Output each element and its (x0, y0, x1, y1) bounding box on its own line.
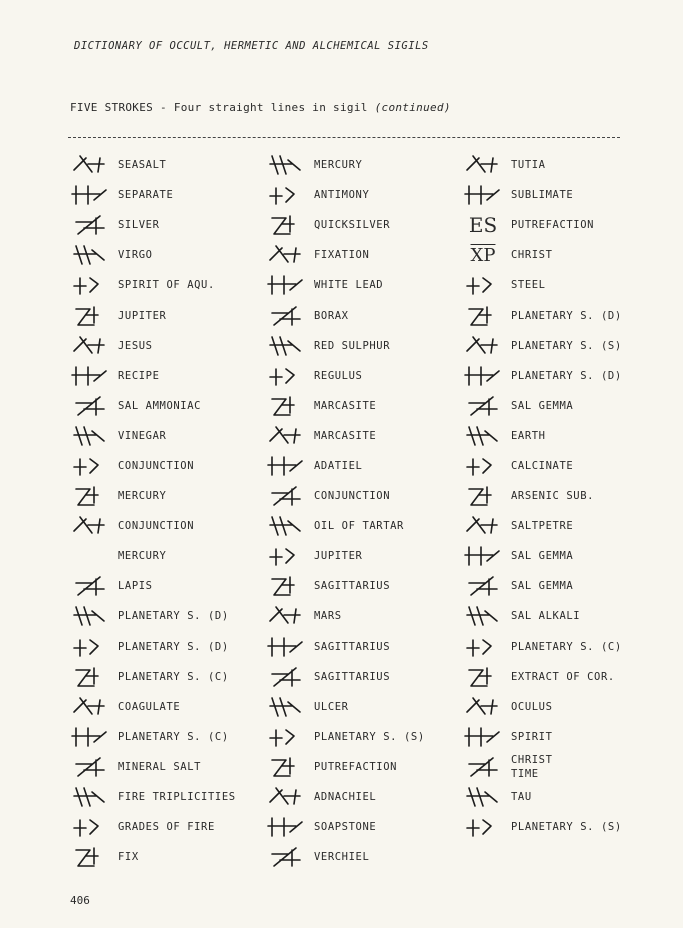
sigil-glyph-icon (62, 362, 118, 390)
sigil-glyph-icon (455, 392, 511, 420)
sigil-entry (455, 421, 655, 451)
sigil-glyph-icon (258, 392, 314, 420)
sigil-entry (62, 180, 262, 210)
sigil-entry (62, 722, 262, 752)
sigil-glyph-icon (258, 602, 314, 630)
sigil-label: GRADES OF FIRE (118, 821, 215, 834)
sigil-label: VINEGAR (118, 429, 167, 442)
sigil-glyph-icon (455, 723, 511, 751)
sigil-entry (62, 481, 262, 511)
sigil-glyph-icon (258, 723, 314, 751)
sigil-label: SAGITTARIUS (314, 580, 391, 593)
sigil-glyph-icon (258, 271, 314, 299)
sigil-entry (258, 240, 458, 270)
sigil-glyph-icon (62, 843, 118, 871)
sigil-label: TUTIA (511, 159, 546, 172)
sigil-entry (455, 541, 655, 571)
sigil-glyph-icon (62, 572, 118, 600)
sigil-label: SAL GEMMA (511, 580, 574, 593)
sigil-glyph-icon (258, 302, 314, 330)
sigil-glyph-icon (62, 512, 118, 540)
sigil-glyph-icon (455, 693, 511, 721)
sigil-entry (62, 300, 262, 330)
sigil-label: SUBLIMATE (511, 189, 574, 202)
sigil-glyph-icon (62, 723, 118, 751)
sigil-label: RECIPE (118, 369, 160, 382)
sigil-glyph-icon (62, 663, 118, 691)
sigil-entry (455, 632, 655, 662)
page-number: 406 (70, 894, 90, 907)
sigil-glyph-icon (258, 151, 314, 179)
sigil-label: PLANETARY S. (C) (118, 670, 229, 683)
sigil-glyph-icon (258, 633, 314, 661)
sigil-label: SALTPETRE (511, 520, 574, 533)
sigil-glyph-icon (455, 151, 511, 179)
sigil-entry (455, 752, 655, 782)
sigil-label: CHRIST TIME (511, 753, 553, 780)
sigil-label: JUPITER (314, 550, 363, 563)
sigil-label: PLANETARY S. (S) (511, 339, 622, 352)
sigil-entry (258, 421, 458, 451)
sigil-glyph-icon (62, 482, 118, 510)
sigil-label: VIRGO (118, 249, 153, 262)
sigil-entry (62, 150, 262, 180)
sigil-glyph-icon (455, 302, 511, 330)
sigil-glyph-icon: $\overline{XP}$ (470, 244, 496, 266)
sigil-entry (258, 541, 458, 571)
sigil-entry (62, 270, 262, 300)
sigil-glyph-icon (455, 813, 511, 841)
sigil-entry (62, 842, 262, 872)
sigil-label: ANTIMONY (314, 189, 370, 202)
sigil-label: PUTREFACTION (314, 760, 398, 773)
sigil-glyph-icon (455, 783, 511, 811)
sigil-glyph-icon (258, 211, 314, 239)
sigil-entry (455, 481, 655, 511)
sigil-glyph-icon (62, 392, 118, 420)
sigil-glyph-icon (62, 211, 118, 239)
sigil-column-3 (455, 150, 655, 842)
sigil-entry (455, 150, 655, 180)
sigil-entry (455, 361, 655, 391)
sigil-glyph-icon (62, 753, 118, 781)
sigil-label: CALCINATE (511, 459, 574, 472)
sigil-entry (455, 180, 655, 210)
sigil-entry (258, 210, 458, 240)
sigil-glyph-icon (258, 482, 314, 510)
sigil-entry (62, 541, 262, 571)
sigil-label: VERCHIEL (314, 851, 370, 864)
sigil-column-1 (62, 150, 262, 872)
sigil-glyph-icon (455, 332, 511, 360)
sigil-glyph-icon (62, 422, 118, 450)
sigil-entry (258, 571, 458, 601)
sigil-glyph-icon (455, 452, 511, 480)
sigil-glyph-icon (455, 542, 511, 570)
sigil-label: JUPITER (118, 309, 167, 322)
sigil-entry (62, 752, 262, 782)
sigil-glyph-icon (455, 663, 511, 691)
sigil-entry (258, 722, 458, 752)
sigil-glyph-icon (62, 151, 118, 179)
sigil-glyph-icon (455, 633, 511, 661)
sigil-label: PLANETARY S. (D) (511, 369, 622, 382)
sigil-entry (455, 391, 655, 421)
sigil-entry (455, 511, 655, 541)
sigil-entry (258, 782, 458, 812)
sigil-label: MINERAL SALT (118, 760, 202, 773)
sigil-entry (258, 601, 458, 631)
sigil-label: SEASALT (118, 159, 167, 172)
sigil-label: PLANETARY S. (S) (314, 730, 425, 743)
sigil-label: COAGULATE (118, 700, 181, 713)
sigil-label: MARS (314, 610, 342, 623)
subtitle-continued: (continued) (374, 101, 451, 114)
sigil-glyph-icon (62, 633, 118, 661)
sigil-label: MARCASITE (314, 399, 377, 412)
sigil-label: CHRIST (511, 249, 553, 262)
sigil-entry (258, 511, 458, 541)
sigil-entry (455, 722, 655, 752)
sigil-glyph-icon (258, 181, 314, 209)
sigil-label: ULCER (314, 700, 349, 713)
sigil-glyph-icon (258, 452, 314, 480)
sigil-entry (455, 692, 655, 722)
sigil-label: SAL ALKALI (511, 610, 581, 623)
sigil-entry (455, 601, 655, 631)
sigil-glyph-icon (62, 271, 118, 299)
sigil-label: FIX (118, 851, 139, 864)
sigil-label: MERCURY (118, 550, 167, 563)
sigil-entry (258, 331, 458, 361)
sigil-label: SPIRIT (511, 730, 553, 743)
sigil-label: PLANETARY S. (C) (118, 730, 229, 743)
sigil-glyph-icon (258, 663, 314, 691)
sigil-entry (62, 632, 262, 662)
sigil-entry (455, 571, 655, 601)
sigil-label: SAL GEMMA (511, 550, 574, 563)
sigil-glyph-icon (62, 452, 118, 480)
sigil-glyph-icon (62, 783, 118, 811)
sigil-entry (62, 511, 262, 541)
sigil-entry (258, 812, 458, 842)
sigil-entry (62, 240, 262, 270)
sigil-entry (258, 180, 458, 210)
sigil-glyph-icon (258, 753, 314, 781)
sigil-glyph-icon (62, 241, 118, 269)
sigil-label: CONJUNCTION (118, 520, 195, 533)
sigil-glyph-icon (455, 181, 511, 209)
sigil-entry (455, 240, 655, 270)
sigil-entry (62, 391, 262, 421)
sigil-glyph-icon (258, 332, 314, 360)
sigil-label: ADNACHIEL (314, 791, 377, 804)
sigil-entry (455, 451, 655, 481)
sigil-entry (258, 662, 458, 692)
sigil-label: OIL OF TARTAR (314, 520, 404, 533)
sigil-glyph-icon (455, 572, 511, 600)
subtitle-main: FIVE STROKES - Four straight lines in sigil (70, 101, 368, 114)
dashed-rule (68, 137, 620, 138)
sigil-glyph-icon (455, 271, 511, 299)
sigil-glyph-icon (455, 512, 511, 540)
sigil-glyph-icon (62, 332, 118, 360)
sigil-entry (455, 270, 655, 300)
sigil-label: OCULUS (511, 700, 553, 713)
sigil-entry (62, 451, 262, 481)
sigil-glyph-icon (455, 482, 511, 510)
sigil-label: SAL AMMONIAC (118, 399, 202, 412)
sigil-label: STEEL (511, 279, 546, 292)
sigil-entry (455, 210, 655, 240)
sigil-label: EXTRACT OF COR. (511, 670, 615, 683)
section-subtitle (70, 101, 451, 114)
sigil-glyph-icon (455, 602, 511, 630)
sigil-glyph-icon (455, 753, 511, 781)
sigil-entry (258, 842, 458, 872)
sigil-label: CONJUNCTION (314, 490, 391, 503)
sigil-entry (455, 782, 655, 812)
sigil-label: SILVER (118, 219, 160, 232)
sigil-label: SAGITTARIUS (314, 670, 391, 683)
sigil-entry (258, 270, 458, 300)
sigil-glyph-icon: ES (468, 213, 498, 238)
sigil-entry (455, 812, 655, 842)
sigil-entry (62, 331, 262, 361)
sigil-label: FIRE TRIPLICITIES (118, 791, 236, 804)
sigil-label: SAGITTARIUS (314, 640, 391, 653)
sigil-label: TAU (511, 791, 532, 804)
sigil-glyph-icon (258, 813, 314, 841)
sigil-glyph-icon (258, 422, 314, 450)
sigil-entry (258, 300, 458, 330)
sigil-label: MARCASITE (314, 429, 377, 442)
sigil-label: PLANETARY S. (C) (511, 640, 622, 653)
sigil-label: SEPARATE (118, 189, 174, 202)
sigil-entry (258, 361, 458, 391)
sigil-label: PLANETARY S. (S) (511, 821, 622, 834)
sigil-glyph-icon (62, 302, 118, 330)
sigil-glyph-icon (455, 362, 511, 390)
sigil-entry (258, 451, 458, 481)
sigil-glyph-icon (62, 693, 118, 721)
sigil-label: PLANETARY S. (D) (118, 610, 229, 623)
sigil-entry (455, 300, 655, 330)
sigil-label: SAL GEMMA (511, 399, 574, 412)
sigil-label: MERCURY (118, 490, 167, 503)
sigil-glyph-icon (62, 602, 118, 630)
sigil-label: QUICKSILVER (314, 219, 391, 232)
running-header: DICTIONARY OF OCCULT, HERMETIC AND ALCHEMICAL SIGILS (74, 40, 429, 52)
sigil-entry (62, 361, 262, 391)
sigil-entry (258, 692, 458, 722)
sigil-entry (62, 692, 262, 722)
sigil-entry (62, 421, 262, 451)
sigil-entry (258, 632, 458, 662)
sigil-label: PLANETARY S. (D) (118, 640, 229, 653)
sigil-label: LAPIS (118, 580, 153, 593)
sigil-label: ARSENIC SUB. (511, 490, 595, 503)
sigil-label: SPIRIT OF AQU. (118, 279, 215, 292)
sigil-label: SOAPSTONE (314, 821, 377, 834)
sigil-label: JESUS (118, 339, 153, 352)
sigil-label: MERCURY (314, 159, 363, 172)
sigil-glyph-icon (258, 512, 314, 540)
sigil-glyph-icon (258, 542, 314, 570)
sigil-entry (258, 391, 458, 421)
sigil-label: RED SULPHUR (314, 339, 391, 352)
sigil-glyph-icon (455, 422, 511, 450)
sigil-label: PLANETARY S. (D) (511, 309, 622, 322)
sigil-entry (258, 150, 458, 180)
sigil-entry (62, 812, 262, 842)
sigil-label: ADATIEL (314, 459, 363, 472)
sigil-label: CONJUNCTION (118, 459, 195, 472)
sigil-label: WHITE LEAD (314, 279, 384, 292)
sigil-entry (258, 481, 458, 511)
sigil-label: REGULUS (314, 369, 363, 382)
sigil-glyph-icon (258, 362, 314, 390)
sigil-glyph-icon (258, 572, 314, 600)
sigil-glyph-icon (62, 542, 118, 570)
sigil-entry (62, 571, 262, 601)
sigil-entry (62, 782, 262, 812)
sigil-label: EARTH (511, 429, 546, 442)
sigil-column-2 (258, 150, 458, 872)
sigil-glyph-icon (258, 843, 314, 871)
sigil-glyph-icon (258, 241, 314, 269)
sigil-glyph-icon (62, 181, 118, 209)
sigil-entry (62, 210, 262, 240)
sigil-glyph-icon (258, 783, 314, 811)
sigil-glyph-icon (62, 813, 118, 841)
sigil-entry (62, 601, 262, 631)
sigil-label: PUTREFACTION (511, 219, 595, 232)
sigil-label: BORAX (314, 309, 349, 322)
sigil-glyph-icon (258, 693, 314, 721)
sigil-entry (455, 662, 655, 692)
sigil-entry (62, 662, 262, 692)
sigil-entry (258, 752, 458, 782)
sigil-entry (455, 331, 655, 361)
sigil-label: FIXATION (314, 249, 370, 262)
